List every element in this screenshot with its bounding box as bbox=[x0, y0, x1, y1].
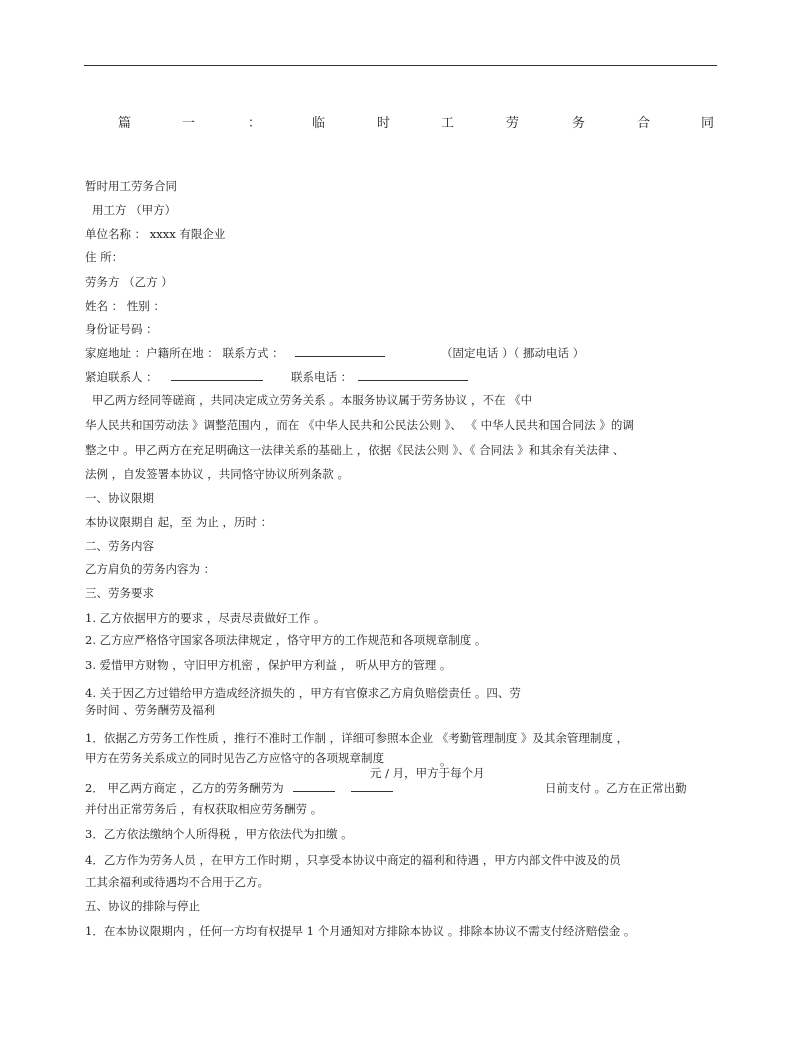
section-title: 五、协议的排除与停止 bbox=[85, 899, 200, 913]
company-line: 单位名称 ： xxxx 有限企业 bbox=[85, 227, 226, 241]
list-item: 。 bbox=[440, 754, 452, 768]
section-title: 二、劳务内容 bbox=[85, 539, 154, 553]
preamble-line: 华人民共和国劳动法 》调整范围内 ，而在 《中华人民共和公民法公则 》、 《 中华人民共和国合同法 》的调 bbox=[85, 418, 634, 432]
list-item: 4．乙方作为劳务人员 ，在甲方工作时期 ，只享受本协议中商定的福利和待遇 ，甲方内部文件中波及的员 bbox=[85, 853, 621, 867]
emergency-phone-line bbox=[291, 370, 468, 384]
emergency-phone-label: 联系电话 ： bbox=[291, 370, 353, 384]
list-item: 并付出正常劳务后 ，有权获取相应劳务酬劳 。 bbox=[85, 802, 323, 816]
list-item: 3．乙方依法缴纳个人所得税 ，甲方依法代为扣缴 。 bbox=[85, 827, 353, 841]
title-char: 篇 bbox=[118, 116, 132, 131]
title-char: 时 bbox=[377, 116, 391, 131]
salary-day-blank bbox=[351, 781, 393, 792]
emergency-contact-line bbox=[85, 370, 263, 384]
id-number-line: 身份证号码 ： bbox=[85, 322, 158, 336]
home-contact-line bbox=[85, 346, 385, 360]
title-char: 一 bbox=[182, 116, 196, 131]
title-char: 合 bbox=[637, 116, 651, 131]
title-char: 劳 bbox=[506, 116, 520, 131]
page-title bbox=[0, 112, 800, 132]
party-a-label: 用工方 （甲方） bbox=[92, 203, 177, 217]
title-char: ： bbox=[248, 116, 262, 131]
address-line: 住 所： bbox=[85, 250, 124, 264]
header-rule bbox=[84, 65, 717, 66]
name-gender-line: 姓名 ： 性别 ： bbox=[85, 299, 165, 313]
salary-line bbox=[85, 781, 393, 795]
salary-line-tail: 日前支付 。乙方在正常出勤 bbox=[545, 781, 687, 795]
list-item: 1．依据乙方劳务工作性质 ，推行不准时工作制 ，详细可参照本企业 《考勤管理制度 》及其余管理制度 ， bbox=[85, 731, 629, 745]
preamble-line: 法例 ，自发签署本协议 ，共同恪守协议所列条款 。 bbox=[85, 467, 349, 481]
section-title: 务时间 、劳务酬劳及福利 bbox=[85, 703, 216, 717]
preamble-line: 整之中 。甲乙两方在充足明确这一法律关系的基础上 ，依据《民法公则 》、《 合同法 》和其余有关法律 、 bbox=[85, 443, 625, 457]
emergency-label: 紧迫联系人 ： bbox=[85, 370, 158, 384]
list-item: 3. 爱惜甲方财物 ，守旧甲方机密 ，保护甲方利益 ， 听从甲方的管理 。 bbox=[85, 658, 452, 672]
party-b-label: 劳务方 （乙方 ） bbox=[85, 275, 173, 289]
home-contact-label: 家庭地址 ：户籍所在地 ： 联系方式 ： bbox=[85, 346, 284, 360]
emergency-phone-blank bbox=[358, 370, 468, 381]
list-item: 1．在本协议限期内 ，任何一方均有权提早 1 个月通知对方排除本协议 。排除本协议不需支付经济赔偿金 。 bbox=[85, 924, 636, 938]
list-item: 4. 关于因乙方过错给甲方造成经济损失的 ，甲方有官僚求乙方肩负赔偿责任 。四、劳 bbox=[85, 686, 521, 700]
list-item: 工其余福利或待遇均不合用于乙方。 bbox=[85, 875, 269, 889]
phone-types: （固定电话 ）（ 挪动电话 ） bbox=[441, 346, 585, 360]
phone-blank bbox=[295, 346, 385, 357]
salary-unit: 元 / 月，甲方于每个月 bbox=[370, 766, 485, 780]
salary-label: 2． 甲乙两方商定 ，乙方的劳务酬劳为 bbox=[85, 781, 284, 795]
title-char: 临 bbox=[312, 116, 326, 131]
section-title: 一、协议限期 bbox=[85, 491, 154, 505]
title-char: 工 bbox=[441, 116, 455, 131]
list-item: 2. 乙方应严格恪守国家各项法律规定 ，恪守甲方的工作规范和各项规章制度 。 bbox=[85, 633, 487, 647]
list-item: 甲方在劳务关系成立的同时见告乙方应恪守的各项规章制度 bbox=[85, 751, 384, 765]
doc-title: 暂时用工劳务合同 bbox=[85, 179, 177, 193]
emergency-blank bbox=[171, 370, 263, 381]
list-item: 1. 乙方依据甲方的要求 ，尽责尽责做好工作 。 bbox=[85, 611, 326, 625]
title-char: 同 bbox=[701, 116, 715, 131]
salary-blank bbox=[293, 781, 335, 792]
section-text: 乙方肩负的劳务内容为 ： bbox=[85, 562, 216, 576]
title-char: 务 bbox=[572, 116, 586, 131]
section-title: 三、劳务要求 bbox=[85, 586, 154, 600]
section-text: 本协议限期自 起，至 为止 ，历时 ： bbox=[85, 515, 273, 529]
preamble-line: 甲乙两方经同等磋商 ，共同决定成立劳务关系 。本服务协议属于劳务协议 ，不在 《中 bbox=[92, 393, 533, 407]
